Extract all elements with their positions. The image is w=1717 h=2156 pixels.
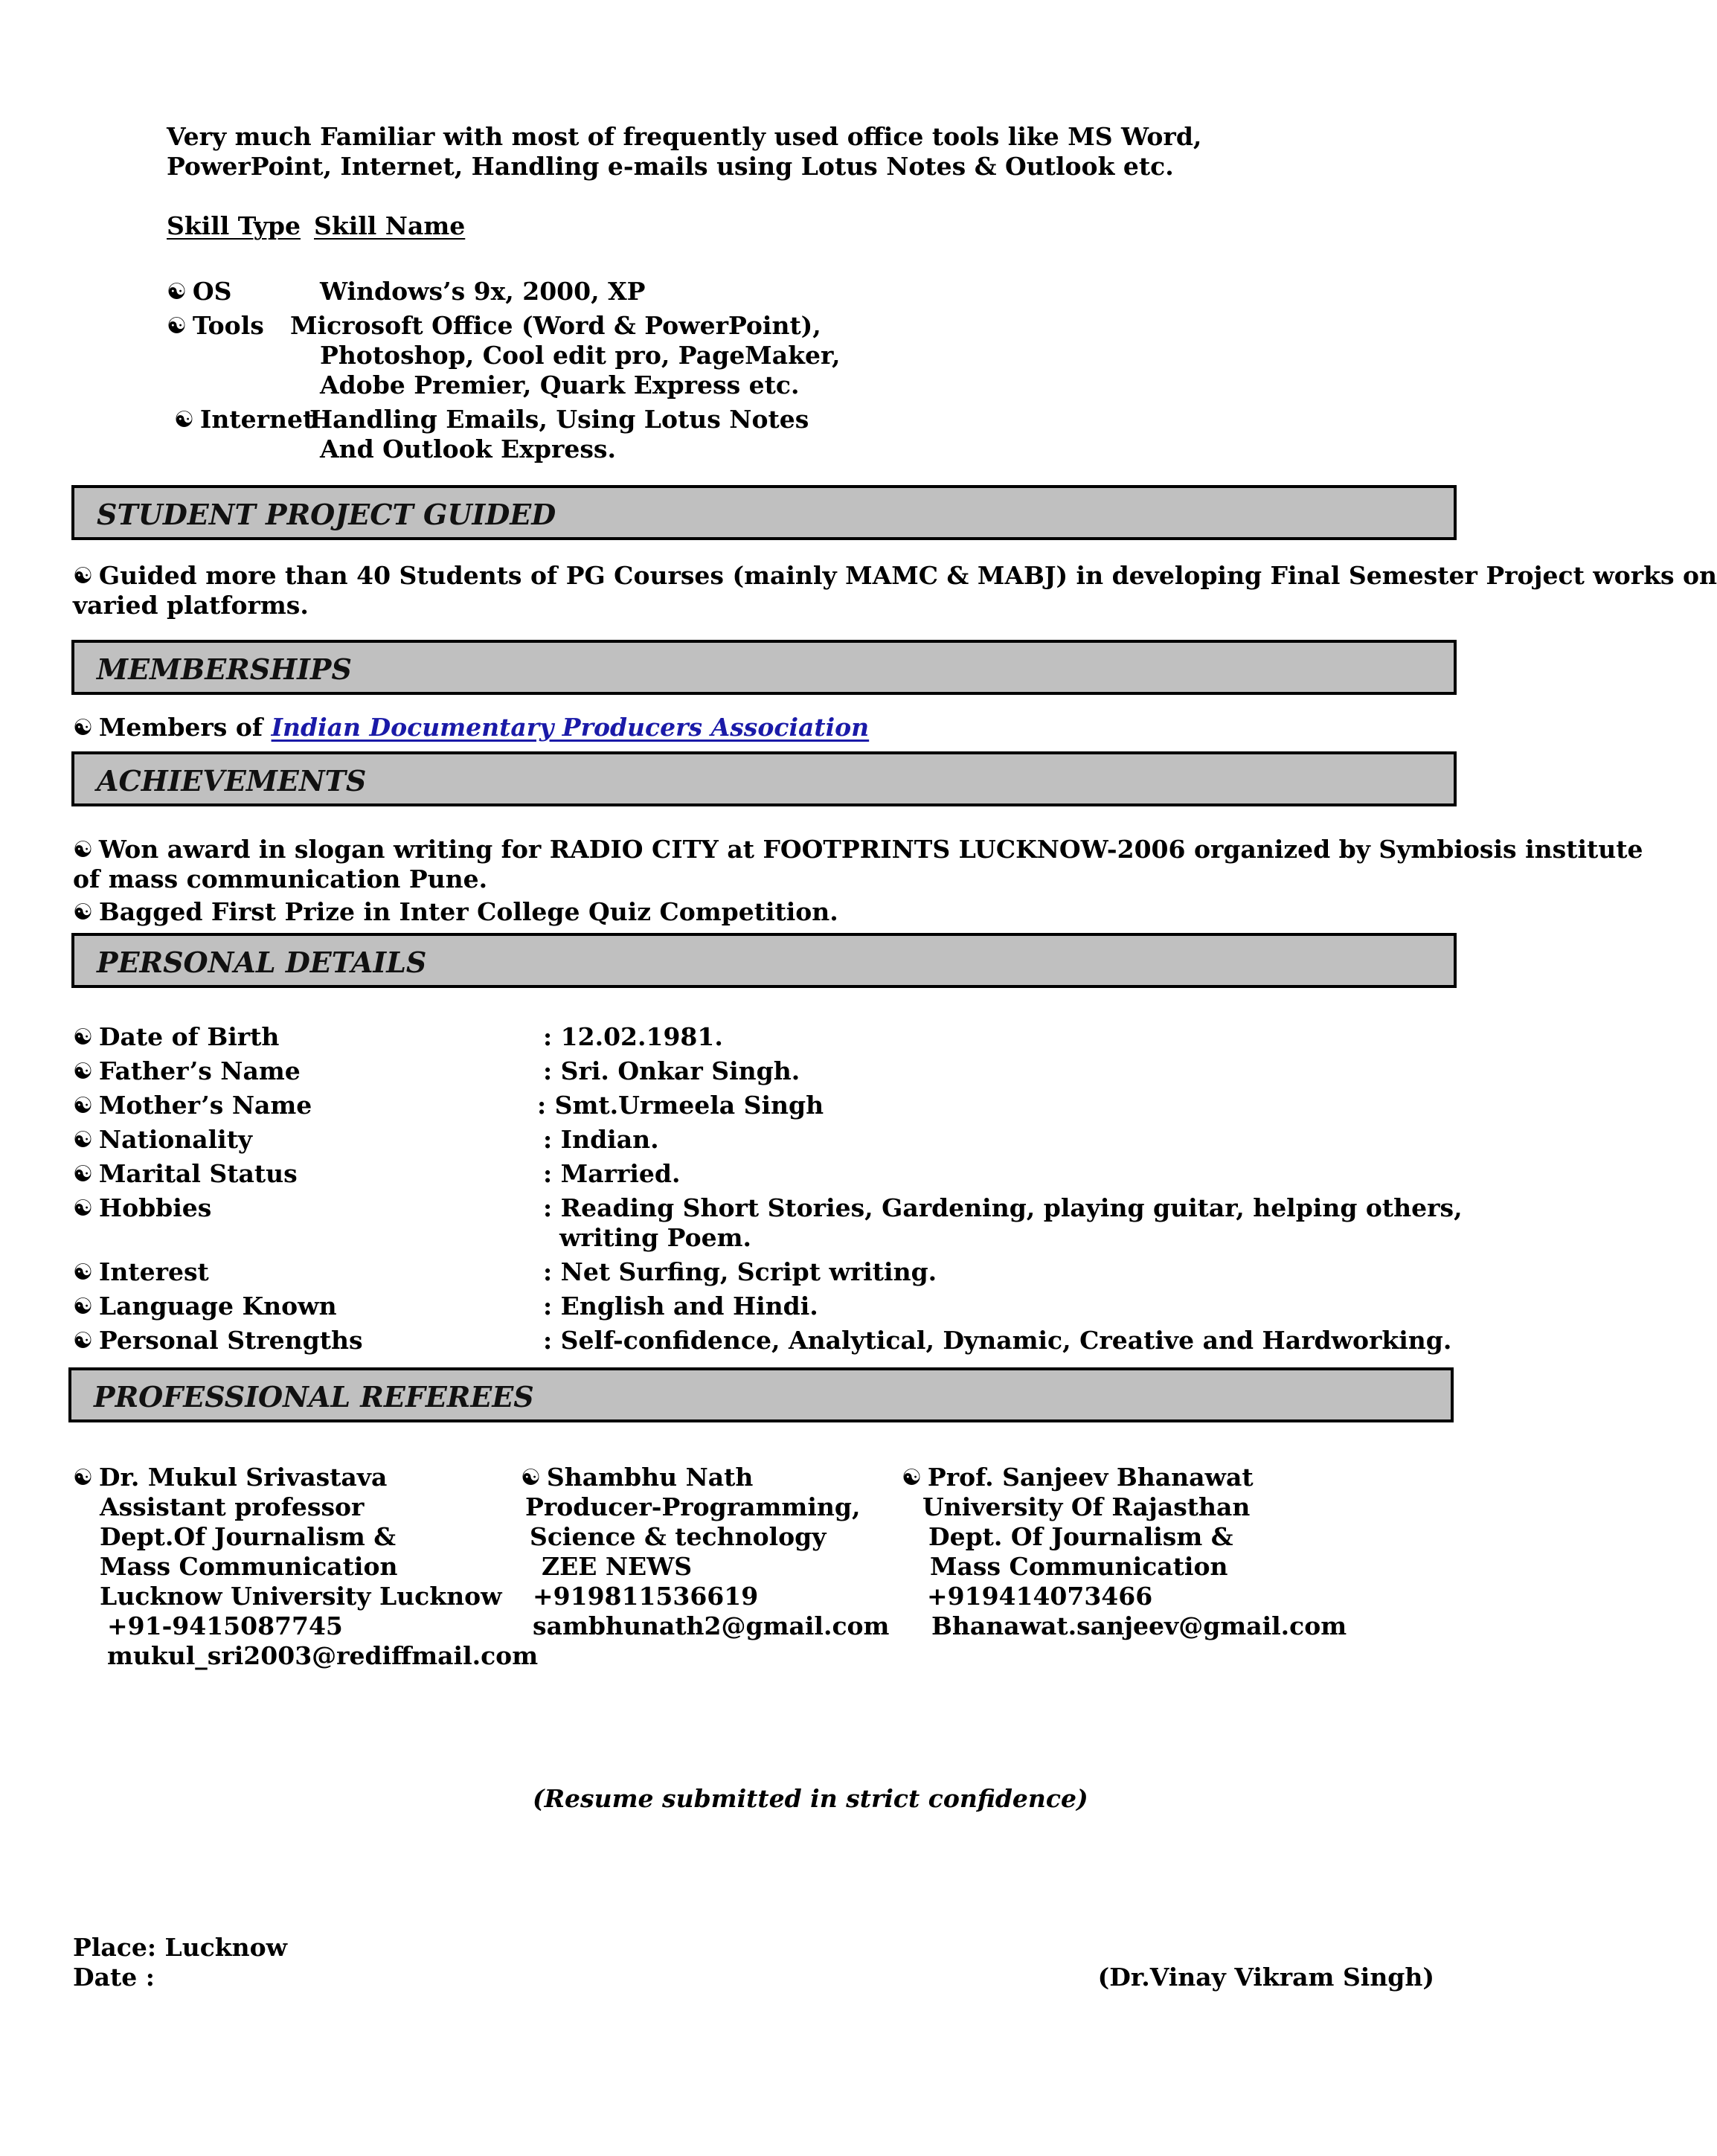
section-title: STUDENT PROJECT GUIDED <box>97 498 556 531</box>
skill-name-line: Microsoft Office (Word & PowerPoint), <box>290 311 821 340</box>
referee-1-line: Assistant professor <box>100 1492 365 1521</box>
yin-yang-icon: ☯ <box>73 837 93 863</box>
referee-1-name: ☯ Dr. Mukul Srivastava <box>73 1463 388 1492</box>
skill-type: Tools <box>192 311 264 340</box>
membership-link[interactable]: Indian Documentary Producers Association <box>271 713 870 742</box>
student-project-line-2: varied platforms. <box>73 591 309 620</box>
skill-name-line: Handling Emails, Using Lotus Notes <box>309 405 809 434</box>
yin-yang-icon: ☯ <box>174 407 194 433</box>
student-project-line-1: ☯ Guided more than 40 Students of PG Courses (mainly MAMC & MABJ) in developing Final Semester Project works on <box>73 561 1717 590</box>
personal-label-hobbies: ☯ Hobbies <box>73 1193 212 1222</box>
achievement-item-1-line-2: of mass communication Pune. <box>73 864 488 893</box>
personal-value-strengths: : Self-confidence, Analytical, Dynamic, Creative and Hardworking. <box>543 1326 1452 1355</box>
section-title: PERSONAL DETAILS <box>97 946 427 979</box>
section-bar-achievements <box>71 751 1457 806</box>
personal-label-dob: ☯ Date of Birth <box>73 1022 280 1051</box>
personal-value-language: : English and Hindi. <box>543 1292 818 1321</box>
personal-value-hobbies-cont: writing Poem. <box>559 1223 752 1252</box>
section-bar-personal-details <box>71 933 1457 988</box>
yin-yang-icon: ☯ <box>73 1127 93 1153</box>
skill-row-tools <box>167 311 264 342</box>
referee-2-line: Producer-Programming, <box>525 1492 861 1521</box>
personal-value-marital: : Married. <box>543 1159 681 1188</box>
yin-yang-icon: ☯ <box>73 899 93 925</box>
personal-value-nationality: : Indian. <box>543 1125 659 1154</box>
skill-name-line: Adobe Premier, Quark Express etc. <box>320 370 800 400</box>
referee-2-phone: +919811536619 <box>533 1582 759 1611</box>
referee-1-line: Lucknow University Lucknow <box>100 1582 502 1611</box>
achievement-item-1-line-1: ☯ Won award in slogan writing for RADIO CITY at FOOTPRINTS LUCKNOW-2006 organized by Symbiosis institute <box>73 835 1643 864</box>
yin-yang-icon: ☯ <box>73 563 93 589</box>
referee-1-email: mukul_sri2003@rediffmail.com <box>107 1641 539 1670</box>
yin-yang-icon: ☯ <box>167 279 187 305</box>
yin-yang-icon: ☯ <box>73 715 93 741</box>
yin-yang-icon: ☯ <box>167 313 187 339</box>
personal-label-mother: ☯ Mother’s Name <box>73 1091 312 1120</box>
skill-row-internet <box>174 405 314 436</box>
yin-yang-icon: ☯ <box>73 1059 93 1085</box>
personal-label-strengths: ☯ Personal Strengths <box>73 1326 363 1355</box>
membership-item: ☯ Members of Indian Documentary Producers Association <box>73 713 870 742</box>
personal-value-hobbies: : Reading Short Stories, Gardening, playing guitar, helping others, <box>543 1193 1463 1222</box>
yin-yang-icon: ☯ <box>73 1024 93 1050</box>
section-title: ACHIEVEMENTS <box>97 764 367 798</box>
personal-value-dob: : 12.02.1981. <box>543 1022 723 1051</box>
section-bar-student-project <box>71 485 1457 540</box>
personal-value-father: : Sri. Onkar Singh. <box>543 1056 800 1085</box>
referee-2-email: sambhunath2@gmail.com <box>533 1611 890 1640</box>
referee-3-line: Dept. Of Journalism & <box>928 1522 1233 1551</box>
personal-value-interest: : Net Surfing, Script writing. <box>543 1257 937 1286</box>
yin-yang-icon: ☯ <box>521 1465 541 1491</box>
personal-label-marital: ☯ Marital Status <box>73 1159 298 1188</box>
skill-row-os <box>167 277 231 308</box>
date: Date : <box>73 1963 155 1992</box>
section-bar-memberships <box>71 640 1457 695</box>
personal-value-mother: : Smt.Urmeela Singh <box>537 1091 824 1120</box>
personal-label-language: ☯ Language Known <box>73 1292 337 1321</box>
section-title: MEMBERSHIPS <box>97 652 352 686</box>
yin-yang-icon: ☯ <box>73 1260 93 1286</box>
yin-yang-icon: ☯ <box>902 1465 922 1491</box>
referee-1-phone: +91-9415087745 <box>107 1611 343 1640</box>
section-bar-referees <box>68 1367 1454 1422</box>
personal-label-father: ☯ Father’s Name <box>73 1056 301 1085</box>
skills-intro-line-1: Very much Familiar with most of frequently used office tools like MS Word, <box>167 122 1202 151</box>
skill-name-line: Photoshop, Cool edit pro, PageMaker, <box>320 341 841 370</box>
personal-label-nationality: ☯ Nationality <box>73 1125 253 1154</box>
referee-1-line: Dept.Of Journalism & <box>100 1522 397 1551</box>
referee-2-line: Science & technology <box>530 1522 827 1551</box>
place: Place: Lucknow <box>73 1933 288 1962</box>
referee-3-email: Bhanawat.sanjeev@gmail.com <box>931 1611 1347 1640</box>
referee-3-line: University Of Rajasthan <box>922 1492 1251 1521</box>
yin-yang-icon: ☯ <box>73 1093 93 1119</box>
signature: (Dr.Vinay Vikram Singh) <box>1097 1963 1434 1992</box>
referee-2-name: ☯ Shambhu Nath <box>521 1463 754 1492</box>
referee-3-phone: +919414073466 <box>927 1582 1153 1611</box>
referee-1-line: Mass Communication <box>100 1552 398 1581</box>
achievement-item-2: ☯ Bagged First Prize in Inter College Quiz Competition. <box>73 897 838 926</box>
skill-name-line: Windows’s 9x, 2000, XP <box>320 277 646 306</box>
skill-name-header: Skill Name <box>314 211 466 240</box>
referee-3-line: Mass Communication <box>930 1552 1228 1581</box>
personal-label-interest: ☯ Interest <box>73 1257 209 1286</box>
referee-3-name: ☯ Prof. Sanjeev Bhanawat <box>902 1463 1254 1492</box>
skill-type: Internet <box>199 405 315 434</box>
skill-type: OS <box>192 277 232 306</box>
skill-type-header: Skill Type <box>167 211 301 240</box>
yin-yang-icon: ☯ <box>73 1294 93 1320</box>
yin-yang-icon: ☯ <box>73 1328 93 1354</box>
yin-yang-icon: ☯ <box>73 1465 93 1491</box>
yin-yang-icon: ☯ <box>73 1196 93 1222</box>
skill-name-line: And Outlook Express. <box>320 434 616 463</box>
referee-2-line: ZEE NEWS <box>542 1552 693 1581</box>
skills-intro-line-2: PowerPoint, Internet, Handling e-mails using Lotus Notes & Outlook etc. <box>167 152 1174 181</box>
yin-yang-icon: ☯ <box>73 1161 93 1187</box>
section-title: PROFESSIONAL REFEREES <box>94 1380 534 1414</box>
confidence-note: (Resume submitted in strict confidence) <box>533 1784 1088 1813</box>
